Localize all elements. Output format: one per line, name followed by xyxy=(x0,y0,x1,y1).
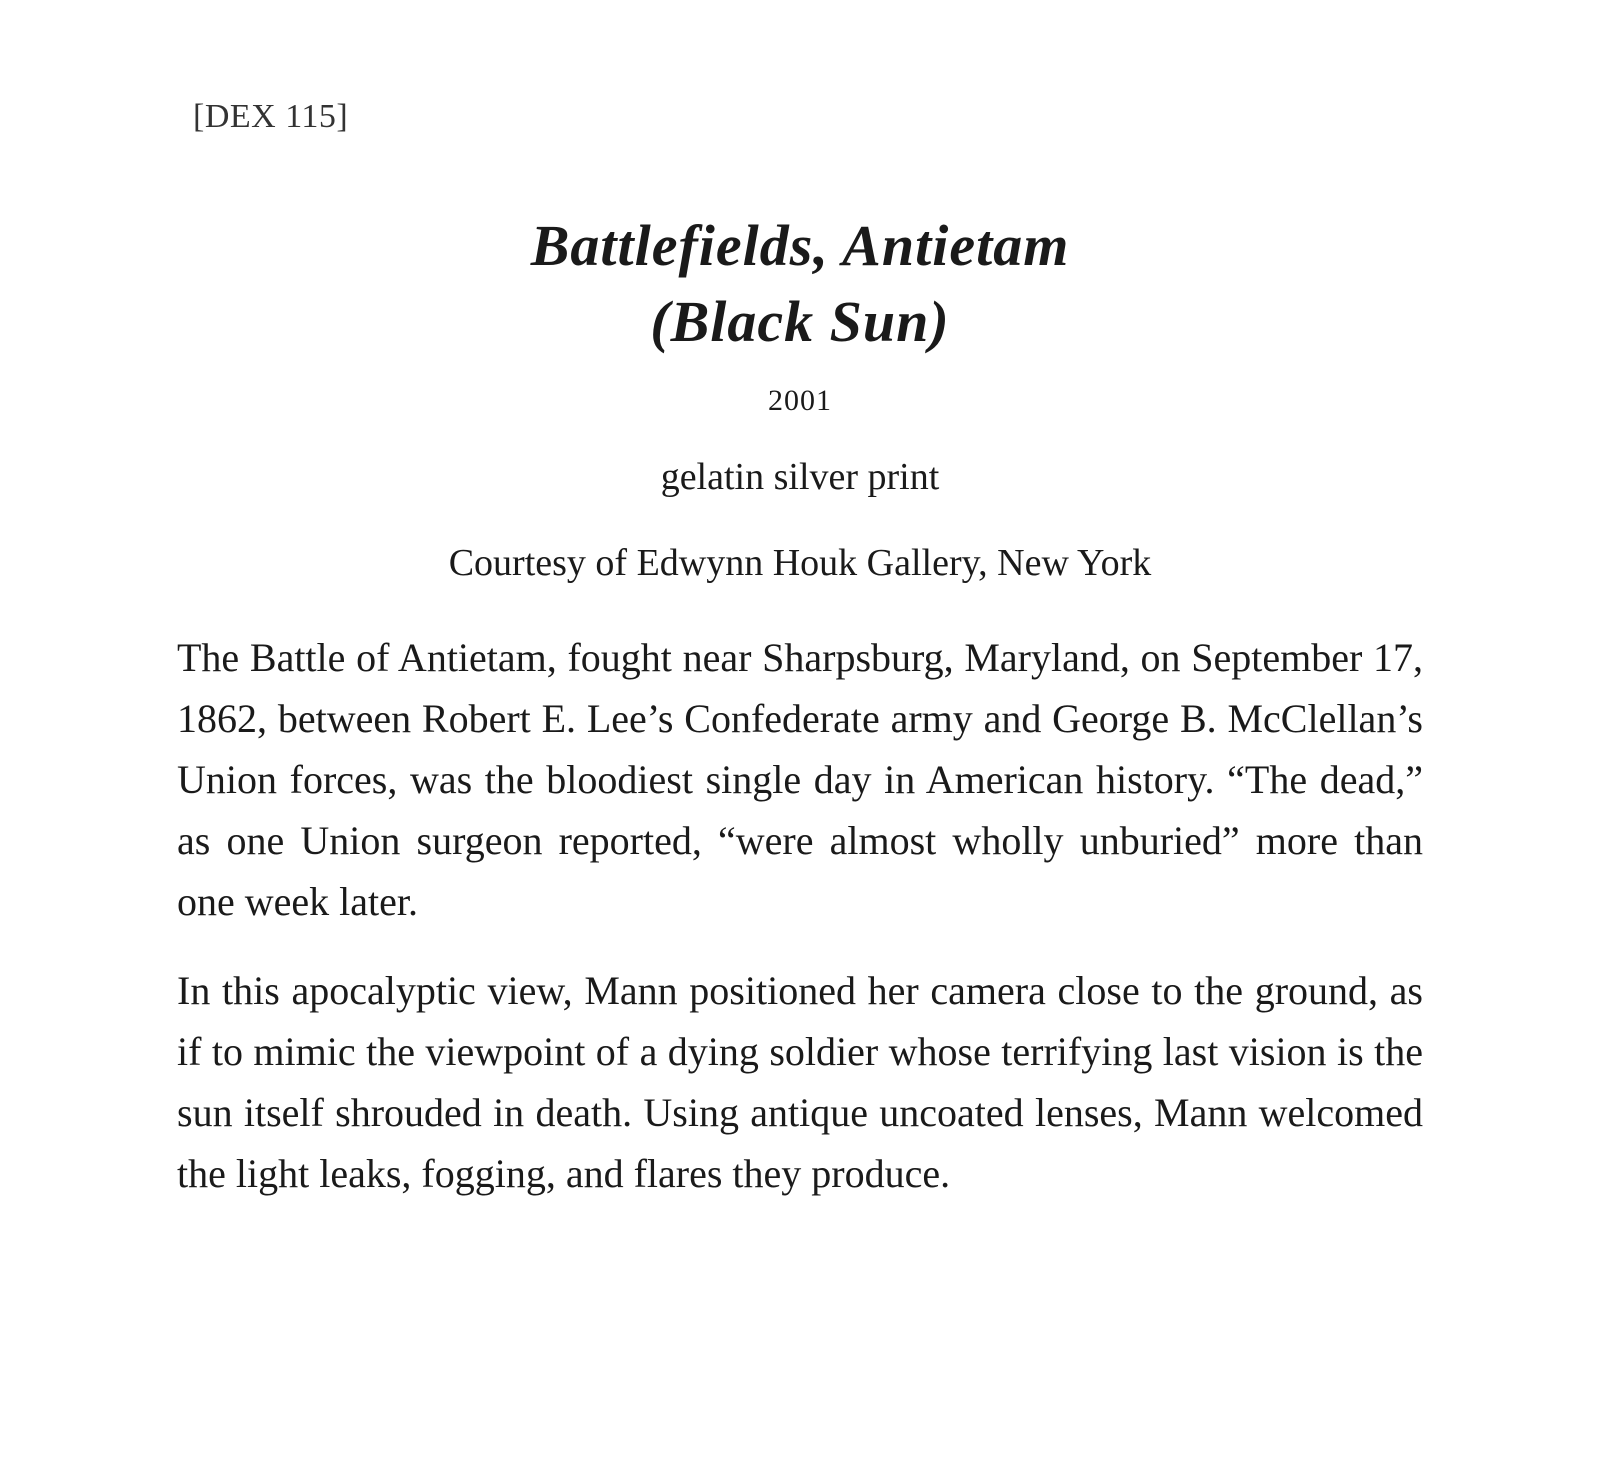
description-paragraph-1: The Battle of Antietam, fought near Sharpsburg, Maryland, on September 17, 1862, between Robert E. Lee’s Confederate army and George B. McClellan’s Union forces, was the bloodiest single day in American history. “The dead,” as one Union surgeon reported, “were almost wholly unburied” more than one week later. xyxy=(177,635,1423,924)
description-paragraph-2: In this apocalyptic view, Mann positioned her camera close to the ground, as if to mimic the viewpoint of a dying soldier whose terrifying last vision is the sun itself shrouded in death. Using antique uncoated lenses, Mann welcomed the light leaks, fogging, and flares they produce. xyxy=(177,968,1423,1196)
title-line-1: Battlefields, Antietam xyxy=(530,213,1070,278)
credit-line: Courtesy of Edwynn Houk Gallery, New York xyxy=(448,542,1152,584)
title-line-2: (Black Sun) xyxy=(650,289,950,354)
artwork-medium: gelatin silver print xyxy=(660,456,940,498)
artwork-title xyxy=(0,208,1600,360)
artwork-year: 2001 xyxy=(768,384,832,417)
exhibit-code: [DEX 115] xyxy=(193,98,349,135)
